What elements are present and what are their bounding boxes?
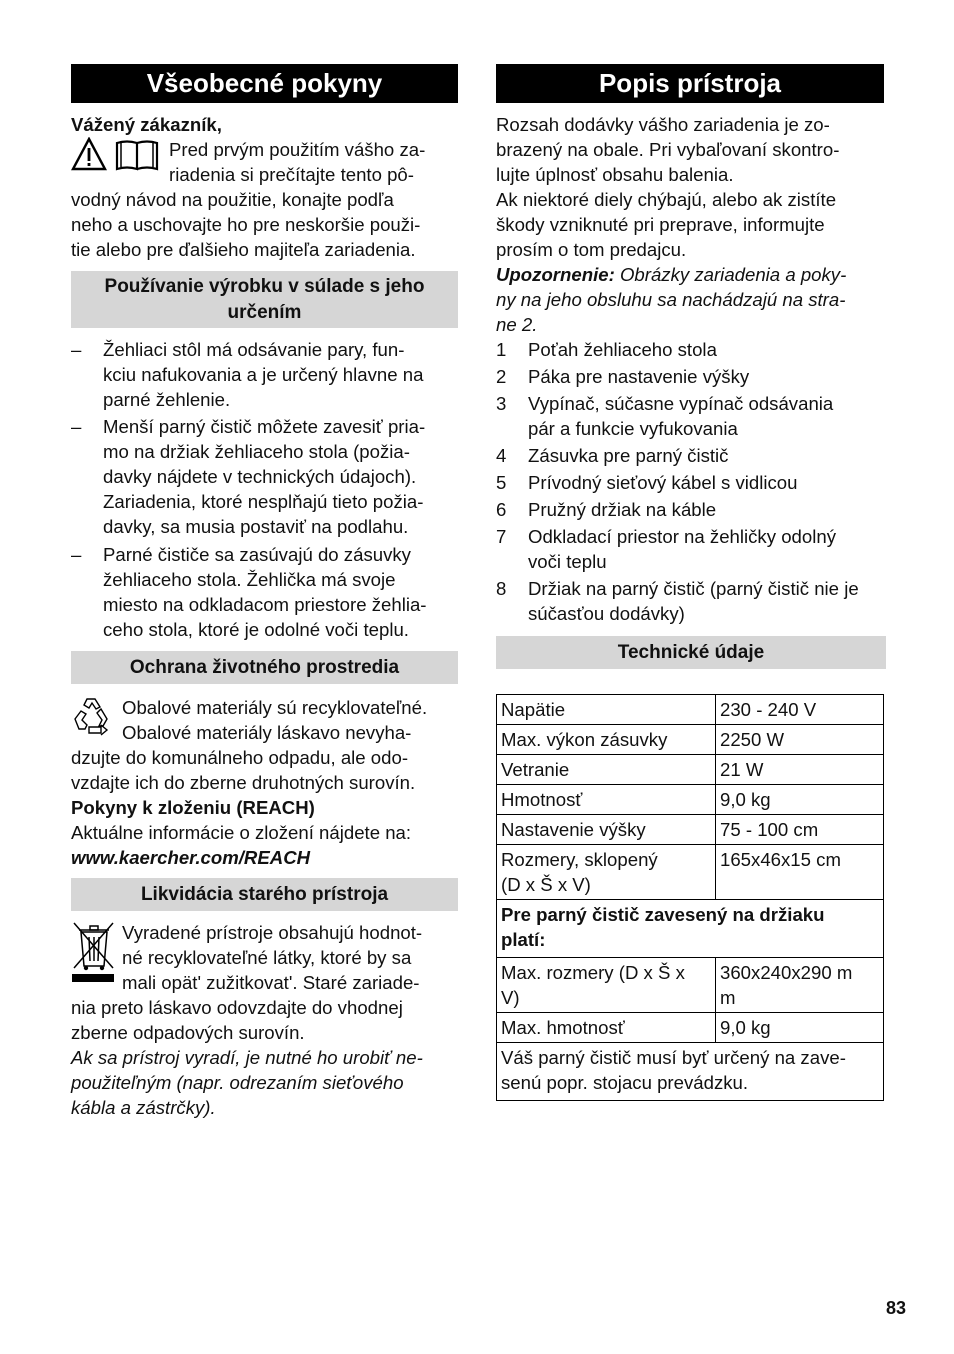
table-note-row: Váš parný čistič musí byť určený na zave- senú popr. stojacu prevádzku. [497, 1043, 884, 1101]
section-title-description: Popis prístroja [496, 64, 884, 103]
disposal-line: mali opät' zužitkovat'. Staré zariade- [122, 972, 420, 993]
intro-line: neho a uschovajte ho pre neskoršie použi- [71, 214, 421, 235]
table-subheading-row: Pre parný čistič zavesený na držiaku platí: [497, 900, 884, 958]
list-item: 7 Odkladací priestor na žehličky odolný voči teplu [496, 526, 836, 572]
disposal-note-line: použiteľným (napr. odrezaním sieťového [71, 1072, 404, 1093]
disposal-block [71, 920, 458, 1120]
list-item: 2 Páka pre nastavenie výšky [496, 366, 750, 387]
disposal-note-line: kábla a zástrčky). [71, 1097, 216, 1118]
right-column [496, 64, 884, 1101]
list-item: – Parné čističe sa zasúvajú do zásuvky žehliaceho stola. Žehlička má svoje miesto na odkladacom priestore žehlia- ceho stola, ktoré je odolné voči teplu. [71, 544, 427, 640]
env-line: vzdajte ich do zberne druhotných surovín. [71, 772, 416, 793]
heading-technical-data: Technické údaje [496, 636, 886, 669]
disposal-line: Vyradené prístroje obsahujú hodnot- [122, 922, 423, 943]
list-item: 6 Pružný držiak na káble [496, 499, 717, 520]
parts-list [496, 337, 884, 626]
scope-of-delivery: Rozsah dodávky vášho zariadenia je zo- brazený na obale. Pri vybaľovaní skontro- lujte úplnosť obsahu balenia. Ak niektoré diely chýbajú, alebo ak zistíte škody vzniknuté pri preprave, informujte prosím o tom predajcu. Upozornenie: Obrázky zariadenia a poky- ny na jeho obsluhu sa nachádzajú na stra- ne 2. [496, 112, 884, 337]
intended-use-list [71, 337, 458, 642]
env-line: Obalové materiály láskavo nevyha- [122, 722, 412, 743]
env-line: Obalové materiály sú recyklovateľné. [122, 697, 428, 718]
reach-heading: Pokyny k zloženiu (REACH) [71, 797, 315, 818]
table-row: Vetranie 21 W [497, 755, 884, 785]
list-item: 4 Zásuvka pre parný čistič [496, 445, 729, 466]
recycling-icon [71, 695, 117, 739]
table-row: Rozmery, sklopený (D x Š x V) 165x46x15 cm [497, 845, 884, 900]
disposal-line: zberne odpadových surovín. [71, 1022, 305, 1043]
page-number: 83 [885, 1298, 906, 1318]
open-book-icon [117, 141, 157, 169]
environment-block [71, 695, 458, 870]
heading-disposal: Likvidácia starého prístroja [71, 878, 458, 911]
crossed-bin-icon [71, 920, 117, 986]
table-row: Max. rozmery (D x Š x V) 360x240x290 m m [497, 958, 884, 1013]
intro-line: riadenia si prečítajte tento pô- [169, 164, 414, 185]
list-item: – Žehliaci stôl má odsávanie pary, fun- kciu nafukovania a je určený hlavne na parné žehlenie. [71, 339, 424, 410]
intro-block [71, 137, 458, 262]
env-line: dzujte do komunálneho odpadu, ale odo- [71, 747, 409, 768]
disposal-note-line: Ak sa prístroj vyradí, je nutné ho urobiť ne- [71, 1047, 423, 1068]
table-row: Max. výkon zásuvky 2250 W [497, 725, 884, 755]
heading-environment: Ochrana životného prostredia [71, 651, 458, 684]
list-item: 5 Prívodný sieťový kábel s vidlicou [496, 472, 798, 493]
intro-line: tie alebo pre ďalšieho majiteľa zariadenia. [71, 239, 416, 260]
list-item: 1 Poťah žehliaceho stola [496, 339, 717, 360]
table-row: Max. hmotnosť 9,0 kg [497, 1013, 884, 1043]
intro-line: vodný návod na použitie, konajte podľa [71, 189, 394, 210]
reach-link[interactable]: www.kaercher.com/REACH [71, 847, 311, 868]
heading-intended-use: Používanie výrobku v súlade s jeho určením [71, 271, 458, 328]
table-row: Hmotnosť 9,0 kg [497, 785, 884, 815]
greeting: Vážený zákazník, [71, 114, 222, 135]
reach-text: Aktuálne informácie o zložení nájdete na: [71, 822, 412, 843]
table-row: Nastavenie výšky 75 - 100 cm [497, 815, 884, 845]
warning-triangle-icon [71, 137, 163, 173]
specs-table [496, 694, 884, 1101]
list-item: – Menší parný čistič môžete zavesiť pria- mo na držiak žehliaceho stola (požia- davky nájdete v technických údajoch). Zariadenia, ktoré nesplňajú tieto požia- davky, sa musia postaviť na podlahu. [71, 416, 426, 537]
left-column [71, 64, 458, 1120]
section-title-general: Všeobecné pokyny [71, 64, 458, 103]
disposal-line: né recyklovateľné látky, ktoré by sa [122, 947, 412, 968]
table-row: Napätie 230 - 240 V [497, 695, 884, 725]
note-label: Upozornenie: [496, 264, 615, 285]
intro-line: Pred prvým použitím vášho za- [169, 139, 426, 160]
disposal-line: nia preto láskavo odovzdajte do vhodnej [71, 997, 403, 1018]
list-item: 8 Držiak na parný čistič (parný čistič nie je súčasťou dodávky) [496, 578, 859, 624]
list-item: 3 Vypínač, súčasne vypínač odsávania pár a funkcie vyfukovania [496, 393, 834, 439]
note: Upozornenie: Obrázky zariadenia a poky- [496, 264, 847, 285]
